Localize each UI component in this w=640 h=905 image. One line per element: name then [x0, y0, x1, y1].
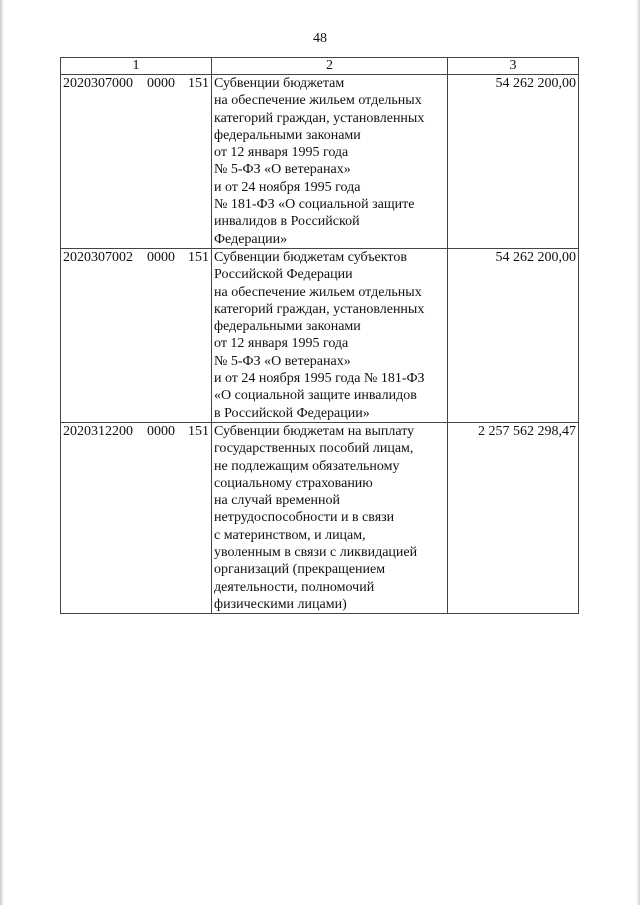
budget-code-main: 2020307002 [63, 249, 133, 265]
description-line: физическими лицами) [214, 596, 347, 612]
budget-code-subtype: 0000 [147, 249, 175, 265]
description-line: федеральными законами [214, 319, 361, 335]
column-header-3: 3 [448, 58, 579, 75]
description-line: № 181-ФЗ «О социальной защите [214, 197, 415, 213]
description-line: Субвенции бюджетам на выплату [214, 423, 415, 439]
scan-edge-left [0, 0, 4, 905]
description-line: нетрудоспособности и в связи [214, 510, 395, 526]
description-line: уволенным в связи с ликвидацией [214, 545, 418, 561]
page-number: 48 [313, 31, 327, 46]
amount-cell: 54 262 200,00 [448, 248, 579, 422]
budget-code-subtype: 0000 [147, 423, 175, 439]
budget-code-main: 2020312200 [63, 423, 133, 439]
description-line: от 12 января 1995 года [214, 336, 349, 352]
budget-code-cell [61, 75, 212, 249]
description-line: «О социальной защите инвалидов [214, 388, 417, 404]
description-line: социальному страхованию [214, 475, 373, 491]
description-cell [212, 248, 448, 422]
budget-code-subtype: 0000 [147, 76, 175, 91]
description-line: категорий граждан, установленных [214, 110, 425, 126]
description-line: № 5-ФЗ «О ветеранах» [214, 353, 351, 369]
budget-code-cell [61, 248, 212, 422]
description-line: Федерации» [214, 231, 288, 247]
description-line: в Российской Федерации» [214, 405, 370, 421]
column-header-1: 1 [61, 58, 212, 75]
budget-code-cell [61, 422, 212, 613]
budget-code-main: 2020307000 [63, 76, 133, 91]
description-cell [212, 75, 448, 249]
table-row [61, 248, 579, 422]
description-line: на обеспечение жильем отдельных [214, 93, 422, 109]
budget-code-classifier: 151 [188, 423, 209, 439]
description-cell [212, 422, 448, 613]
description-line: организаций (прекращением [214, 562, 386, 578]
description-line: № 5-ФЗ «О ветеранах» [214, 162, 351, 178]
description-line: с материнством, и лицам, [214, 527, 366, 543]
description-line: на случай временной [214, 493, 341, 509]
table-row [61, 75, 579, 249]
description-line: и от 24 ноября 1995 года [214, 179, 361, 195]
description-line: Субвенции бюджетам субъектов [214, 249, 407, 265]
budget-table [60, 57, 579, 614]
amount-cell: 2 257 562 298,47 [448, 422, 579, 613]
description-line: и от 24 ноября 1995 года № 181-ФЗ [214, 371, 425, 387]
description-line: государственных пособий лицам, [214, 441, 414, 457]
scan-edge-right [636, 0, 640, 905]
budget-code-classifier: 151 [188, 249, 209, 265]
description-line: деятельности, полномочий [214, 579, 375, 595]
amount-cell: 54 262 200,00 [448, 75, 579, 249]
table-row [61, 422, 579, 613]
column-header-2: 2 [212, 58, 448, 75]
description-line: инвалидов в Российской [214, 214, 360, 230]
description-line: на обеспечение жильем отдельных [214, 284, 422, 300]
description-line: от 12 января 1995 года [214, 145, 349, 161]
description-line: Субвенции бюджетам [214, 76, 345, 91]
description-line: категорий граждан, установленных [214, 301, 425, 317]
description-line: федеральными законами [214, 127, 361, 143]
description-line: не подлежащим обязательному [214, 458, 400, 474]
description-line: Российской Федерации [214, 267, 353, 283]
budget-code-classifier: 151 [188, 76, 209, 91]
table-header-row [61, 58, 579, 75]
